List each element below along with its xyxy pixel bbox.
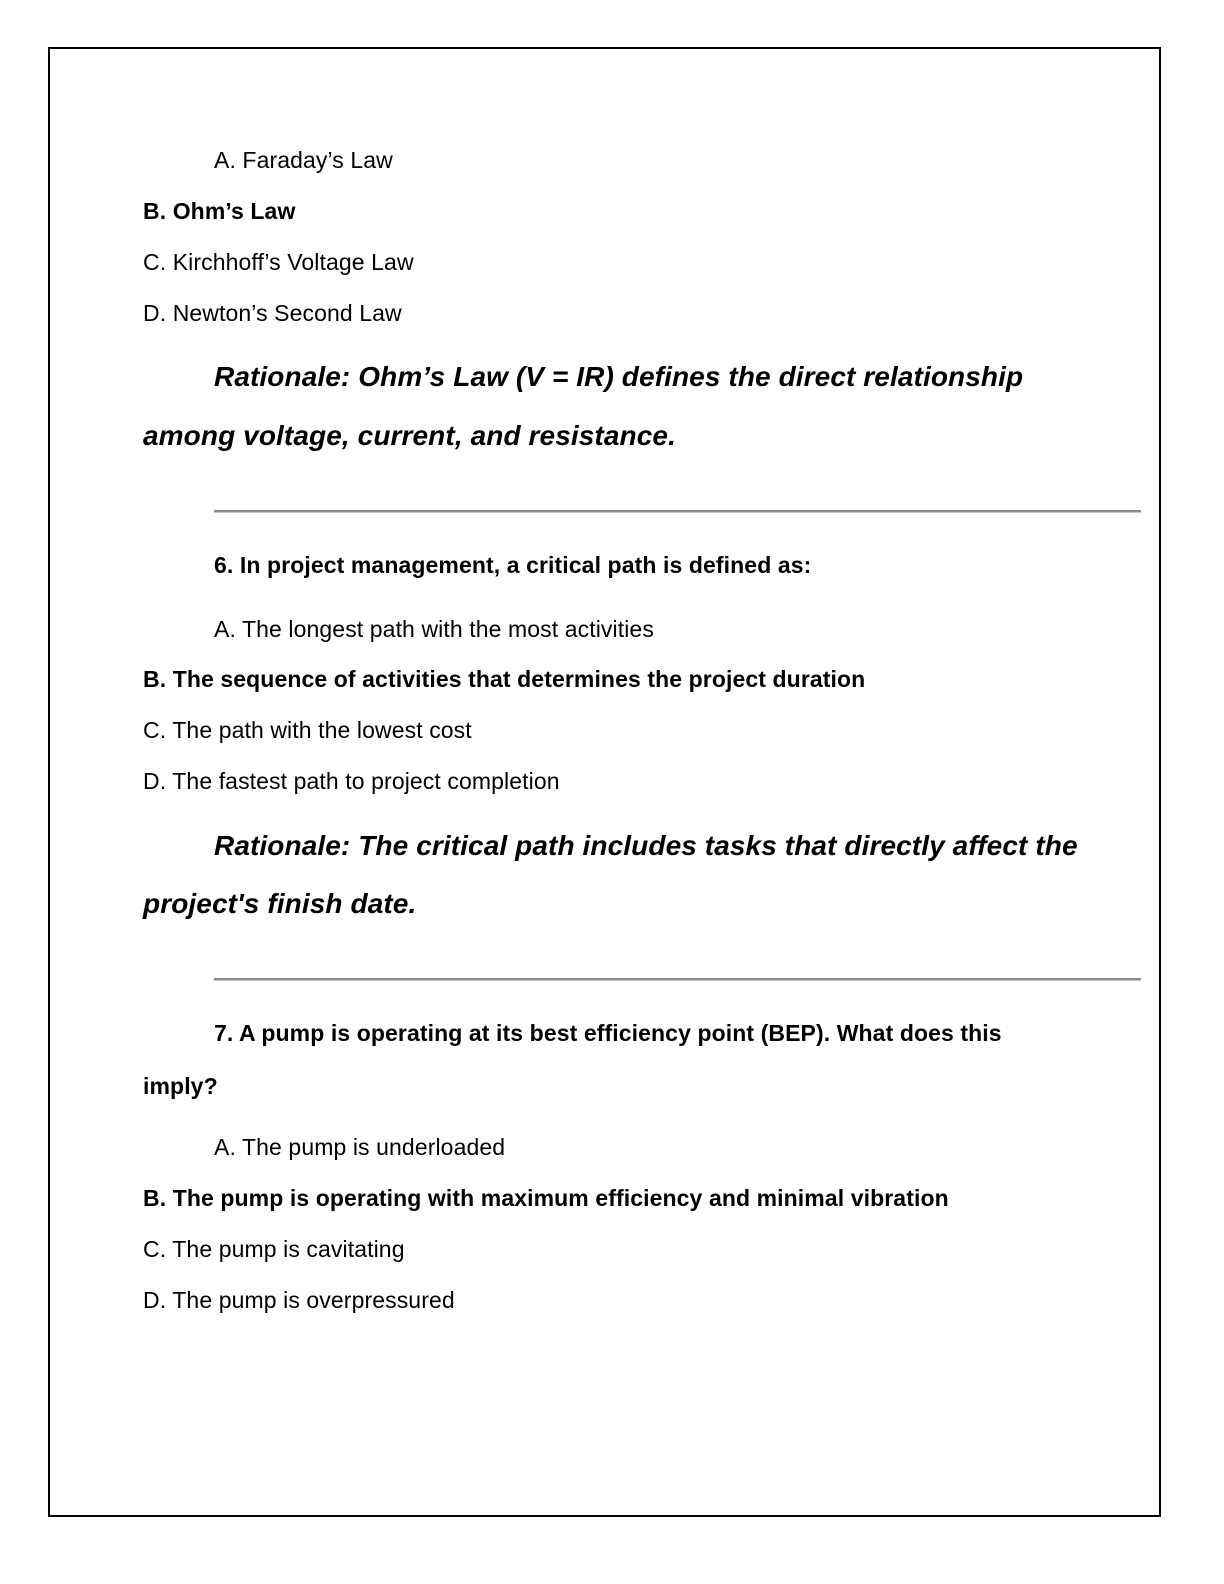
q7-question-line2: imply? [143, 1073, 218, 1099]
q6-option-d: D. The fastest path to project completion [143, 768, 560, 794]
q6-option-a: A. The longest path with the most activities [214, 616, 654, 642]
q7-option-b-correct: B. The pump is operating with maximum efficiency and minimal vibration [143, 1185, 949, 1211]
q5-rationale-line2: among voltage, current, and resistance. [143, 420, 676, 451]
q7-question-line1: 7. A pump is operating at its best efficiency point (BEP). What does this [214, 1020, 1002, 1046]
q7-option-d: D. The pump is overpressured [143, 1287, 455, 1313]
q5-rationale-line1: Rationale: Ohm’s Law (V = IR) defines the direct relationship [214, 361, 1024, 392]
q6-rationale-line1: Rationale: The critical path includes tasks that directly affect the [214, 830, 1078, 861]
q5-option-c: C. Kirchhoff’s Voltage Law [143, 249, 414, 275]
q5-option-d: D. Newton’s Second Law [143, 300, 402, 326]
q6-option-c: C. The path with the lowest cost [143, 717, 472, 743]
q7-option-c: C. The pump is cavitating [143, 1236, 405, 1262]
section-divider [214, 510, 1141, 513]
q6-rationale-line2: project's finish date. [143, 888, 417, 919]
section-divider [214, 978, 1141, 981]
q6-question: 6. In project management, a critical path is defined as: [214, 552, 812, 578]
q6-option-b-correct: B. The sequence of activities that determines the project duration [143, 666, 866, 692]
q7-option-a: A. The pump is underloaded [214, 1134, 506, 1160]
q5-option-a: A. Faraday’s Law [214, 147, 393, 173]
q5-option-b-correct: B. Ohm’s Law [143, 198, 296, 224]
